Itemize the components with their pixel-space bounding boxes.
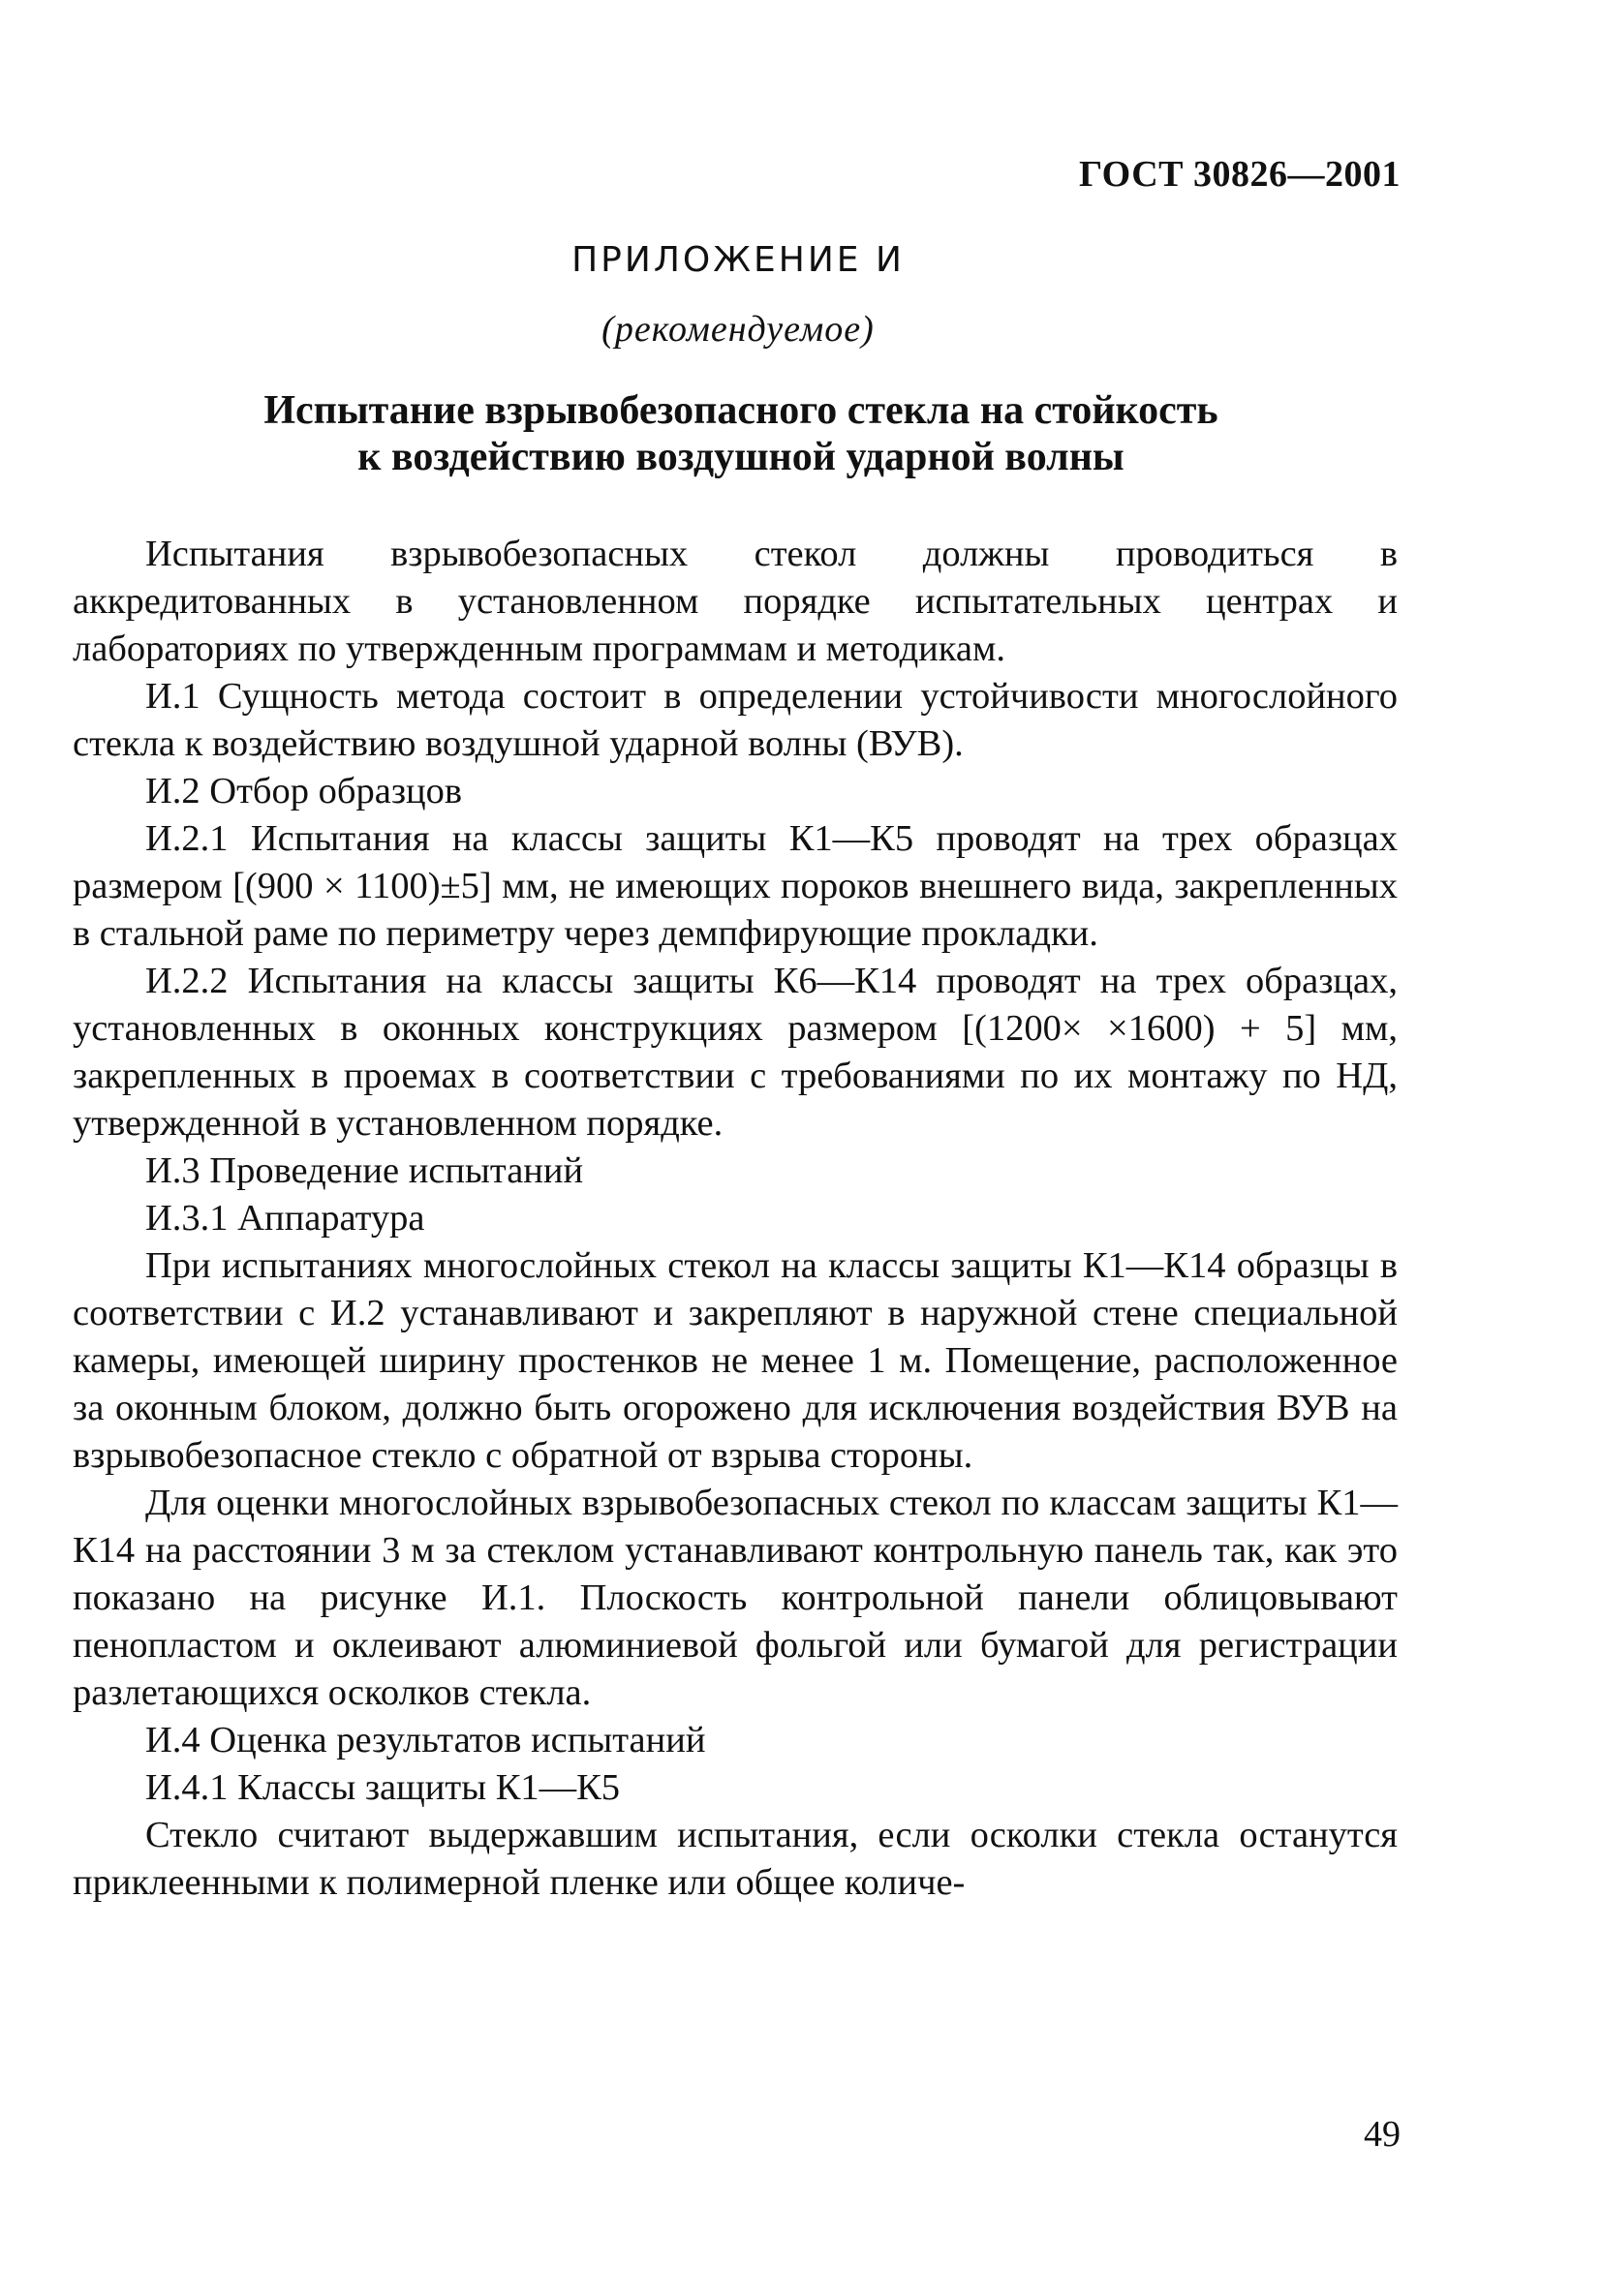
paragraph-2-1: И.2.1 Испытания на классы защиты К1—К5 проводят на трех образцах размером [(900 × 1100)±5] мм, не имеющих пороков внешнего вида, закрепленных в стальной раме по периметру через демпфирующие прокладки. (73, 818, 1398, 954)
subheading-4-1: И.4.1 Классы защиты К1—К5 (145, 1767, 621, 1808)
section-heading-line-2: к воздействию воздушной ударной волны (357, 435, 1124, 479)
subheading-4: И.4 Оценка результатов испытаний (145, 1720, 706, 1760)
subheading-3-1: И.3.1 Аппаратура (145, 1198, 425, 1239)
paragraph-3-1-b: Для оценки многослойных взрывобезопасных стекол по классам защиты К1—К14 на расстоянии 3 м за стеклом устанавливают контрольную панель так, как это показано на рисунке И.1. Плоскость контрольной панели облицовывают пенопластом и оклеивают алюминиевой фольгой или бумагой для регистрации разлетающихся осколков стекла. (73, 1483, 1398, 1713)
paragraph-1: И.1 Сущность метода состоит в определении устойчивости многослойного стекла к воздействию воздушной ударной волны (ВУВ). (73, 676, 1398, 764)
section-heading-line-1: Испытание взрывобезопасного стекла на стойкость (263, 388, 1218, 433)
subheading-3: И.3 Проведение испытаний (145, 1150, 584, 1191)
appendix-title: ПРИЛОЖЕНИЕ И (571, 240, 905, 280)
paragraph-2-2: И.2.2 Испытания на классы защиты К6—К14 проводят на трех образцах, установленных в оконных конструкциях размером [(1200× ×1600) + 5] мм, закрепленных в проемах в соответствии с требованиями по их монтажу по НД, утвержденной в установленном порядке. (73, 961, 1398, 1144)
paragraph-intro: Испытания взрывобезопасных стекол должны проводиться в аккредитованных в установленном порядке испытательных центрах и лабораториях по утвержденным программам и методикам. (73, 534, 1398, 669)
paragraph-3-1-a: При испытаниях многослойных стекол на классы защиты К1—К14 образцы в соответствии с И.2 устанавливают и закрепляют в наружной стене специальной камеры, имеющей ширину простенков не менее 1 м. Помещение, расположенное за оконным блоком, должно быть огорожено для исключения воздействия ВУВ на взрывобезопасное стекло с обратной от взрыва стороны. (73, 1245, 1398, 1476)
standard-code: ГОСТ 30826—2001 (1078, 154, 1401, 195)
page-number: 49 (1364, 2114, 1401, 2155)
section-heading (73, 387, 1409, 480)
subheading-2: И.2 Отбор образцов (145, 771, 463, 811)
paragraph-4-1: Стекло считают выдержавшим испытания, если осколки стекла останутся приклеенными к полимерной пленке или общее количе- (73, 1815, 1398, 1903)
appendix-status: (рекомендуемое) (601, 309, 875, 350)
body-text (73, 531, 1398, 1907)
